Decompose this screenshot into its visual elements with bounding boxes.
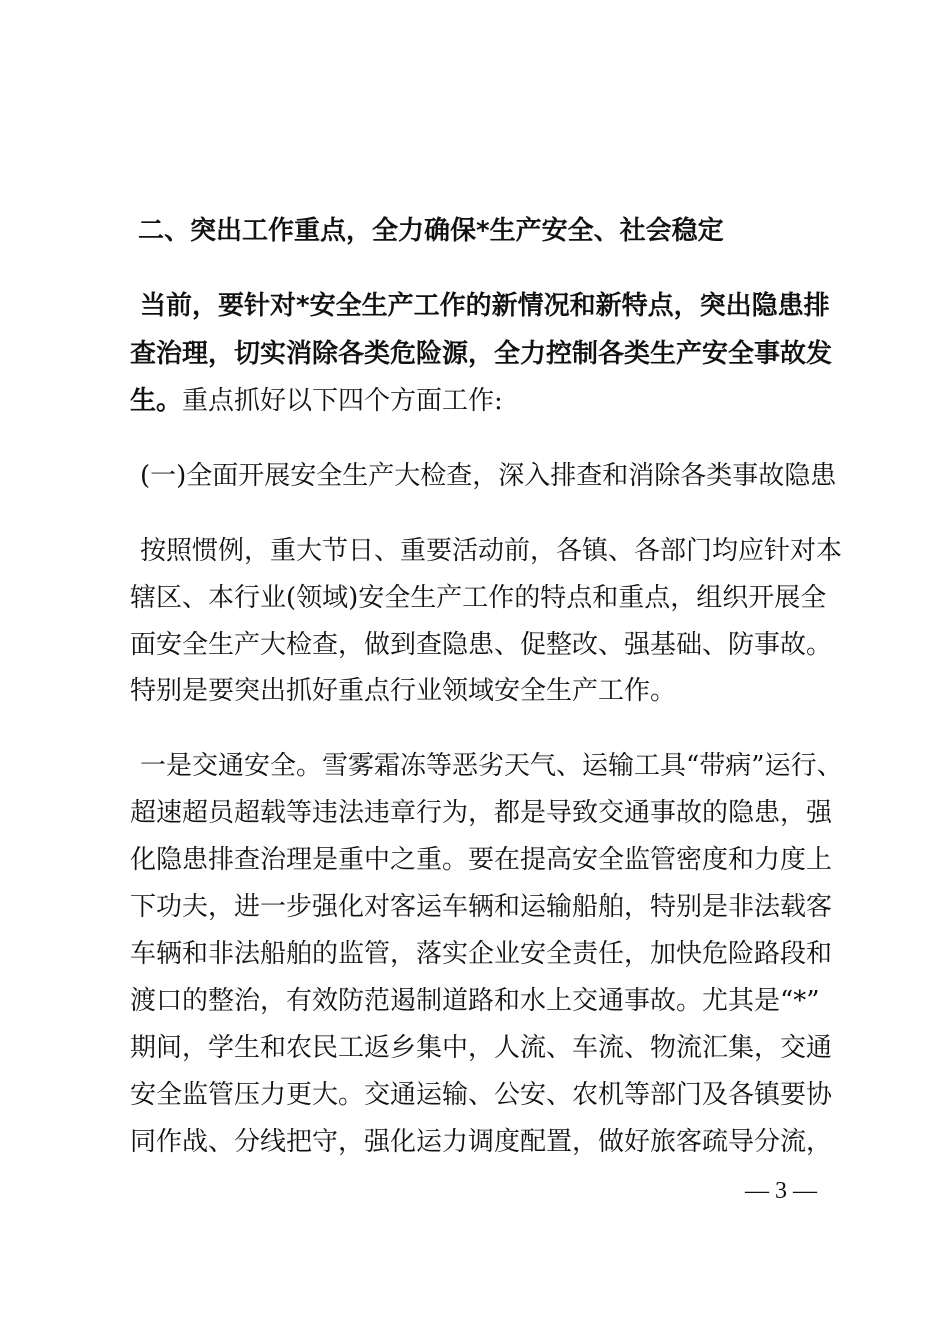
intro-line-2: 查治理，切实消除各类危险源，全力控制各类生产安全事故发 <box>130 339 833 369</box>
paragraph2-line: 下功夫，进一步强化对客运车辆和运输船舶，特别是非法载客 <box>130 892 833 922</box>
intro-line-3 <box>130 384 503 418</box>
paragraph1-line: 辖区、本行业(领域)安全生产工作的特点和重点，组织开展全 <box>130 583 827 613</box>
paragraph2-line: 期间，学生和农民工返乡集中，人流、车流、物流汇集，交通 <box>130 1033 833 1063</box>
paragraph2-line: 化隐患排查治理是重中之重。要在提高安全监管密度和力度上 <box>130 845 833 875</box>
section-heading: 二、突出工作重点，全力确保*生产安全、社会稳定 <box>138 216 724 246</box>
paragraph2-line: 安全监管压力更大。交通运输、公安、农机等部门及各镇要协 <box>130 1080 833 1110</box>
paragraph2-line: 超速超员超载等违法违章行为，都是导致交通事故的隐患，强 <box>130 798 833 828</box>
paragraph1-line: 按照惯例，重大节日、重要活动前，各镇、各部门均应针对本 <box>140 536 843 566</box>
paragraph2-line: 渡口的整治，有效防范遏制道路和水上交通事故。尤其是“*” <box>130 986 820 1016</box>
paragraph1-line: 面安全生产大检查，做到查隐患、促整改、强基础、防事故。 <box>130 630 833 660</box>
paragraph1-line: 特别是要突出抓好重点行业领域安全生产工作。 <box>130 676 677 706</box>
paragraph2-line: 车辆和非法船舶的监管，落实企业安全责任，加快危险路段和 <box>130 939 833 969</box>
subheading: (一)全面开展安全生产大检查，深入排查和消除各类事故隐患 <box>140 461 837 491</box>
intro-line-3-regular: 重点抓好以下四个方面工作: <box>182 386 503 416</box>
intro-line-1: 当前，要针对*安全生产工作的新情况和新特点，突出隐患排 <box>140 291 830 321</box>
intro-line-3-bold: 生。 <box>130 386 183 416</box>
page-number: — 3 — <box>745 1178 817 1204</box>
paragraph2-line: 同作战、分线把守，强化运力调度配置，做好旅客疏导分流， <box>130 1127 833 1157</box>
paragraph2-line: 一是交通安全。雪雾霜冻等恶劣天气、运输工具“带病”运行、 <box>140 751 843 781</box>
